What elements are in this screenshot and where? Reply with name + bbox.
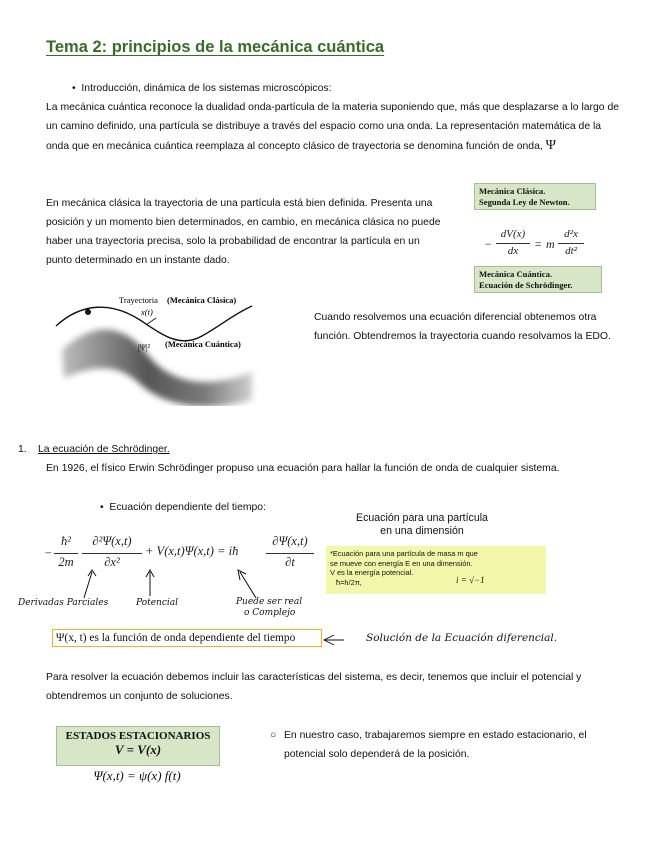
bullet-dot: • <box>100 502 110 513</box>
imaginary-unit: i = √−1 <box>456 575 485 585</box>
figure-label-xt: x(t) <box>141 307 153 317</box>
section1-number: 1. <box>18 444 27 455</box>
note-solucion: Solución de la Ecuación diferencial. <box>366 632 558 644</box>
yellow-line1: *Ecuación para una partícula de masa m que <box>330 549 478 558</box>
wave-def-arrow <box>320 633 360 647</box>
classical-box-line2: Segunda Ley de Newton. <box>479 196 570 207</box>
trajectory-figure <box>52 292 262 406</box>
classical-mechanics-box <box>474 183 596 210</box>
one-dimension-title-line1: Ecuación para una partícula <box>356 512 488 524</box>
newton-fraction-bar-2 <box>558 243 584 244</box>
time-dependent-text: Ecuación dependiente del tiempo: <box>109 502 266 513</box>
note-real-line2: o Complejo <box>244 608 296 618</box>
edo-paragraph: Cuando resolvemos una ecuación diferencial obtenemos otra función. Obtendremos la trayectoria cuando resolvamos la EDO. <box>314 312 611 342</box>
schr-dpsi: ∂Ψ(x,t) <box>272 534 308 548</box>
schr-bar-2 <box>82 553 142 554</box>
yellow-line3: V es la energía potencial. <box>330 568 414 577</box>
note-real <box>236 597 302 619</box>
note-real-line1: Puede ser real <box>236 597 303 607</box>
newton-fraction-bar-1 <box>496 243 530 244</box>
note-derivadas: Derivadas Parciales <box>18 598 109 608</box>
circle-bullet: ○ <box>270 730 277 741</box>
section1-paragraph: En 1926, el físico Erwin Schrödinger propuso una ecuación para hallar la función de onda de cualquier sistema. <box>46 463 560 474</box>
figure-label-classical: (Mecánica Clásica) <box>167 295 237 305</box>
newton-d2x: d²x <box>564 228 578 240</box>
classical-paragraph: En mecánica clásica la trayectoria de una partícula está bien definida. Presenta una posición y un momento bien determinados, en cambio, en mecánica clásica no puede haber una trayectoria precisa, solo la probabilidad de encontrar la partícula en un punto determinado en un instante dado. <box>46 198 441 266</box>
schr-minus: − <box>44 546 53 560</box>
stationary-states-box <box>56 726 220 766</box>
page-title: Tema 2: principios de la mecánica cuántica <box>46 38 385 56</box>
separation-equation: Ψ(x,t) = ψ(x) f(t) <box>93 768 181 783</box>
psi-symbol: Ψ <box>545 138 556 153</box>
stationary-title: ESTADOS ESTACIONARIOS <box>65 730 211 742</box>
one-dimension-title-line2: en una dimensión <box>380 525 464 537</box>
newton-dv: dV(x) <box>500 228 526 240</box>
quantum-box-line2: Ecuación de Schrödinger. <box>479 279 573 290</box>
newton-dx: dx <box>507 245 519 257</box>
note-potencial: Potencial <box>136 598 179 608</box>
particle-dot <box>85 309 91 315</box>
time-dependent-bullet <box>100 498 266 517</box>
figure-label-quantum: (Mecánica Cuántica) <box>165 339 241 349</box>
stationary-eq: V = V(x) <box>114 742 162 757</box>
newton-equation <box>484 228 594 262</box>
figure-label-psi2: |Ψ|² <box>138 342 151 352</box>
schr-2m: 2m <box>58 555 74 569</box>
schr-bar-3 <box>266 553 314 554</box>
xt-pointer <box>146 318 156 325</box>
wave-function-definition: Ψ(x, t) es la función de onda dependiente del tiempo <box>52 629 322 647</box>
newton-dt2: dt² <box>565 245 577 257</box>
schr-dt: ∂t <box>285 555 295 569</box>
arrow-derivadas <box>84 570 96 598</box>
yellow-line4: ħ=h/2π, <box>336 577 362 587</box>
solutions-paragraph: Para resolver la ecuación debemos incluir las características del sistema, es decir, tenemos que incluir el potencial y obtendremos un conjunto de soluciones. <box>46 672 582 702</box>
quantum-mechanics-box <box>474 266 602 293</box>
stationary-note: En nuestro caso, trabajaremos siempre en estado estacionario, el potencial solo dependerá de la posición. <box>284 730 587 760</box>
yellow-line2: se mueve con energía E en una dimensión. <box>330 558 473 568</box>
intro-paragraph-text: La mecánica cuántica reconoce la dualidad onda-partícula de la materia suponiendo que, más que desplazarse a lo largo de un camino definido, una partícula se distribuye a través del espacio como una onda. La representación matemática de la onda que en mecánica cuántica reemplaza al concepto clásico de trayectoria se denomina función de onda, <box>46 102 620 152</box>
newton-m: m <box>546 237 555 251</box>
intro-bullet <box>72 79 331 98</box>
schr-dx2: ∂x² <box>104 555 120 569</box>
schr-hbar2: ħ² <box>61 534 71 548</box>
intro-paragraph <box>46 98 624 156</box>
arrow-potencial <box>146 570 154 596</box>
one-dimension-title <box>330 512 514 538</box>
section1-title: La ecuación de Schrödinger. <box>38 444 170 455</box>
wave-def-arrow-head <box>324 635 344 645</box>
schr-d2psi: ∂²Ψ(x,t) <box>92 534 132 548</box>
intro-bullet-text: Introducción, dinámica de los sistemas microscópicos: <box>81 83 332 94</box>
arrow-real <box>238 570 256 598</box>
bullet-dot: • <box>72 83 82 94</box>
schr-bar-1 <box>54 553 78 554</box>
particle-note-box <box>326 546 546 594</box>
classical-box-line1: Mecánica Clásica. <box>479 186 546 196</box>
figure-label-traj: Trayectoria <box>119 295 158 305</box>
quantum-box-line1: Mecánica Cuántica. <box>479 269 553 279</box>
schr-middle: + V(x,t)Ψ(x,t) = iħ <box>145 544 239 558</box>
newton-equals: = <box>534 237 543 251</box>
newton-minus: − <box>484 237 493 251</box>
